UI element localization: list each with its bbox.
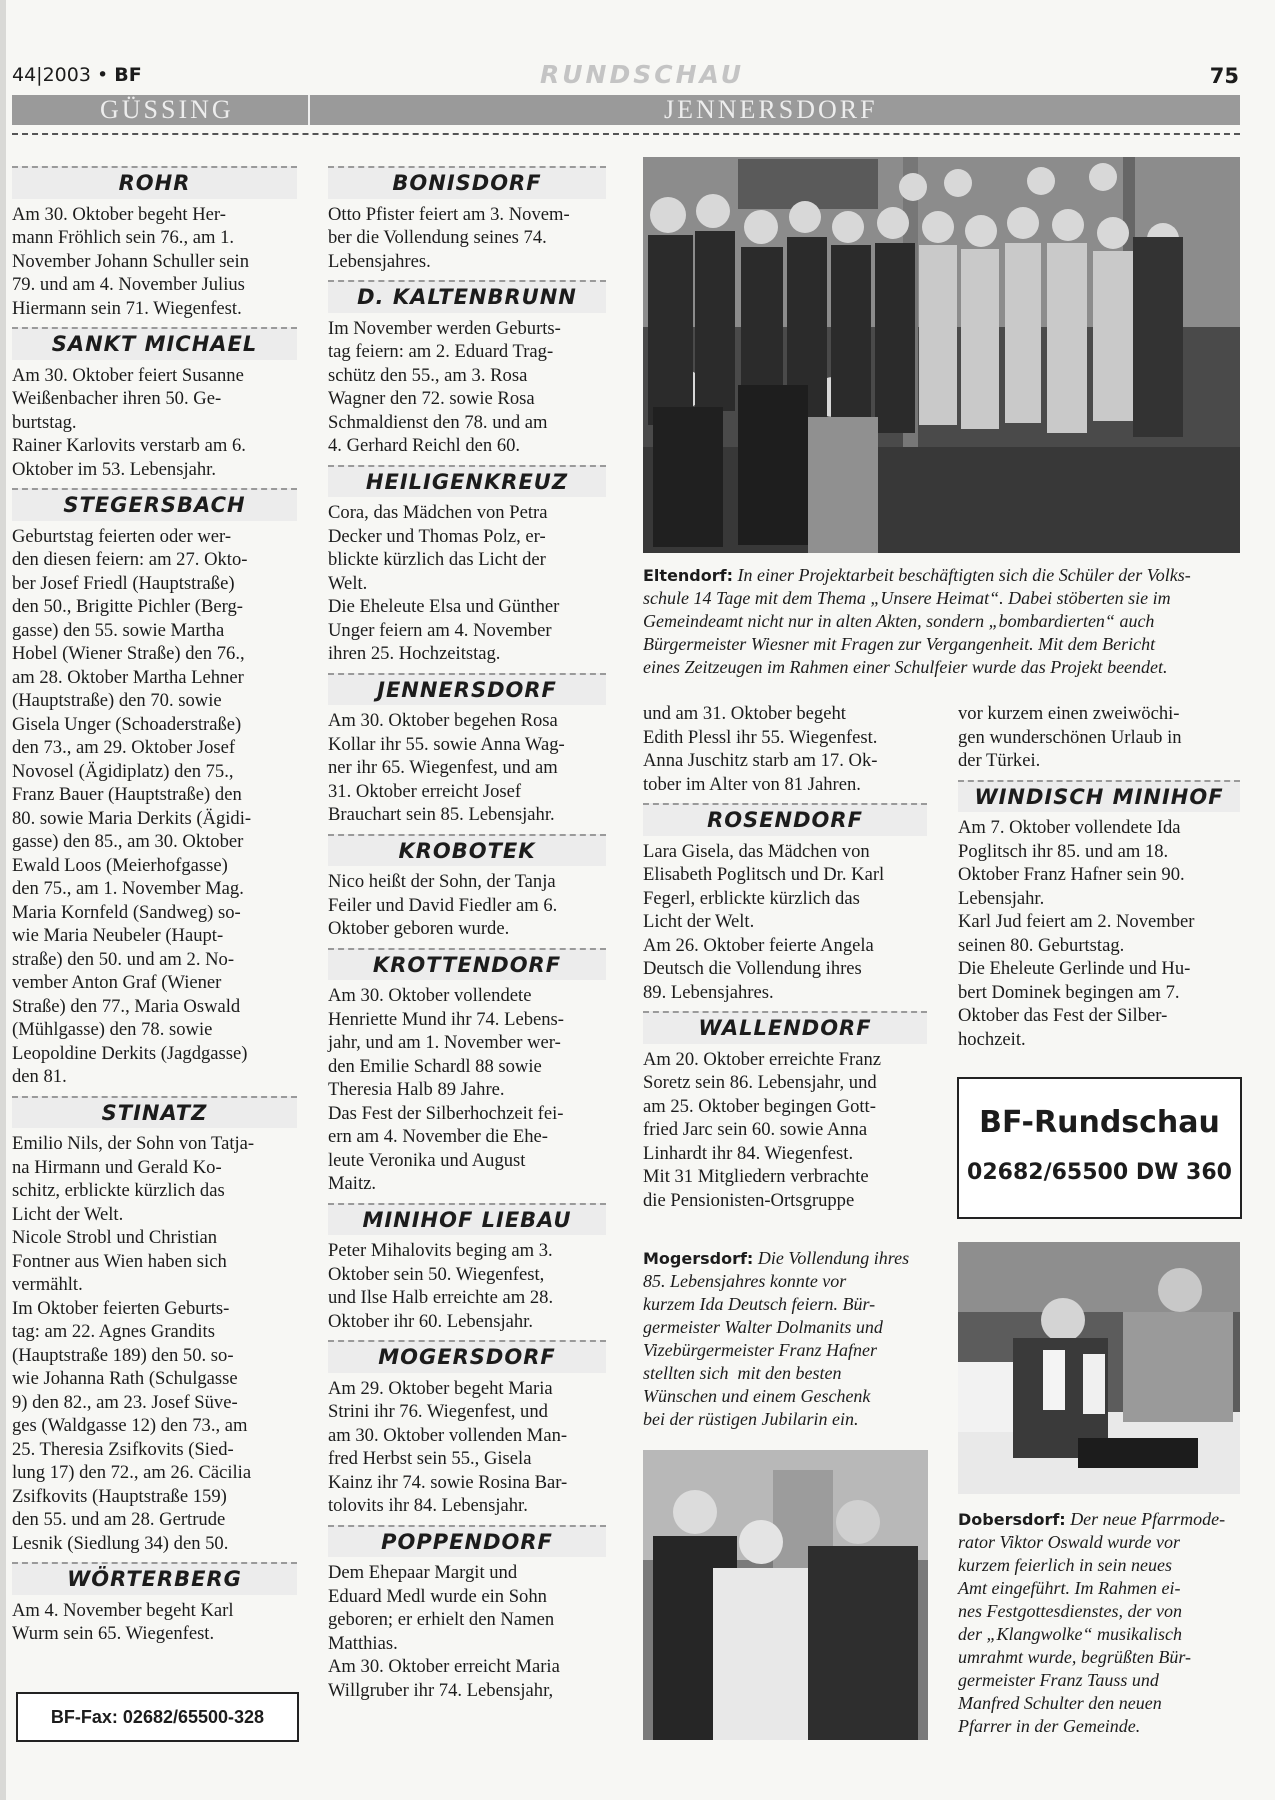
section-text: Am 30. Oktober begeht Her- mann Fröhlich sein 76., am 1. November Johann Schuller sein 79. und am 4. November Julius Hiermann sein 71. Wiegenfest. xyxy=(12,203,250,319)
section-rosendorf xyxy=(643,803,927,1004)
section-jennersdorf xyxy=(328,673,606,827)
mogersdorf-caption xyxy=(643,1247,933,1431)
ad-title: BF-Rundschau xyxy=(979,1105,1220,1140)
page-number: 75 xyxy=(1209,64,1239,88)
ad-phone: 02682/65500 DW 360 xyxy=(967,1160,1232,1185)
section-heading: STEGERSBACH xyxy=(12,488,297,521)
section-heading: BONISDORF xyxy=(328,166,606,199)
caption-text: Der neue Pfarrmode- xyxy=(1070,1509,1226,1529)
caption-text: In einer Projektarbeit beschäftigten sich die Schüler der Volks- xyxy=(737,565,1191,585)
section-stegersbach xyxy=(12,488,297,1089)
section-text: Am 30. Oktober feiert Susanne Weißenbacher ihren 50. Ge- burtstag. Rainer Karlovits verstarb am 6. Oktober im 53. Lebensjahr. xyxy=(12,364,246,480)
dobersdorf-photo xyxy=(958,1242,1240,1494)
section-windisch-minihof xyxy=(958,780,1240,1052)
section-heiligenkreuz xyxy=(328,465,606,666)
section-krobotek xyxy=(328,834,606,941)
section-kaltenbrunn xyxy=(328,280,606,458)
column-2 xyxy=(328,166,606,1702)
section-heading: WALLENDORF xyxy=(643,1011,927,1044)
section-text: Emilio Nils, der Sohn von Tatja- na Hirmann und Gerald Ko- schitz, erblickte kürzlich das Licht der Welt. Nicole Strobl und Christian Fontner aus Wien haben sich vermählt. Im Oktober feierten Geburts- tag: am 22. Agnes Grandits (Hauptstraße 189) den 50. so- wie Johanna Rath (Schulgasse 9) den 82., am 23. Josef Süve- ges (Waldgasse 12) den 73., am 25. Theresia Zsifkovits (Sied- lung 17) den 72., am 26. Cäcilia Zsifkovits (Hauptstraße 159) den 55. und am 28. Gertrude Lesnik (Siedlung 34) den 50. xyxy=(12,1133,255,1554)
issue-label: 44|2003 • BF xyxy=(12,64,142,86)
section-rohr xyxy=(12,166,297,320)
section-text: Am 7. Oktober vollendete Ida Poglitsch ihr 85. und am 18. Oktober Franz Hafner sein 90. Lebensjahr. Karl Jud feiert am 2. November seinen 80. Geburtstag. Die Eheleute Gerlinde und Hu- bert Dominek begingen am 7. Oktober das Fest der Silber- hochzeit. xyxy=(958,817,1195,1050)
column-3 xyxy=(643,702,927,1212)
mogersdorf-photo xyxy=(643,1450,928,1740)
section-text: Lara Gisela, das Mädchen von Elisabeth Poglitsch und Dr. Karl Fegerl, erblickte kürzlich das Licht der Welt. Am 26. Oktober feierte Angela Deutsch die Vollendung ihres 89. Lebensjahres. xyxy=(643,840,885,1003)
continued-text: vor kurzem einen zweiwöchi- gen wunderschönen Urlaub in der Türkei. xyxy=(958,703,1182,771)
section-heading: WINDISCH MINIHOF xyxy=(958,780,1240,813)
section-heading: JENNERSDORF xyxy=(328,673,606,706)
section-heading: ROHR xyxy=(12,166,297,199)
eltendorf-caption xyxy=(643,564,1243,679)
column-1 xyxy=(12,166,297,1646)
banner-jennersdorf: JENNERSDORF xyxy=(664,95,878,124)
section-poppendorf xyxy=(328,1525,606,1703)
section-text: Am 29. Oktober begeht Maria Strini ihr 76. Wiegenfest, und am 30. Oktober vollenden Man- fred Herbst sein 55., Gisela Kainz ihr 74. sowie Rosina Bar- tolovits ihr 84. Lebensjahr. xyxy=(328,1377,568,1516)
section-text: Dem Ehepaar Margit und Eduard Medl wurde ein Sohn geboren; er erhielt den Namen Matthias. Am 30. Oktober erreicht Maria Willgruber ihr 74. Lebensjahr, xyxy=(328,1562,560,1701)
section-krottendorf xyxy=(328,948,606,1196)
section-text: Cora, das Mädchen von Petra Decker und Thomas Polz, er- blickte kürzlich das Licht der Welt. Die Eheleute Elsa und Günther Unger feiern am 4. November ihren 25. Hochzeitstag. xyxy=(328,502,560,664)
section-text: Otto Pfister feiert am 3. Novem- ber die Vollendung seines 74. Lebensjahres. xyxy=(328,203,570,272)
section-heading: MINIHOF LIEBAU xyxy=(328,1203,606,1236)
section-minihof-liebau xyxy=(328,1203,606,1334)
section-title: RUNDSCHAU xyxy=(540,60,745,89)
section-stinatz xyxy=(12,1096,297,1556)
section-text: Am 30. Oktober vollendete Henriette Mund ihr 74. Lebens- jahr, und am 1. November wer- den Emilie Schardl 88 sowie Theresia Halb 89 Jahre. Das Fest der Silberhochzeit fei- ern am 4. November die Ehe- leute Veronika und August Maitz. xyxy=(328,985,564,1194)
continued-text: und am 31. Oktober begeht Edith Plessl ihr 55. Wiegenfest. Anna Juschitz starb am 17. Ok- tober im Alter von 81 Jahren. xyxy=(643,703,878,795)
section-text: Am 30. Oktober begehen Rosa Kollar ihr 55. sowie Anna Wag- ner ihr 65. Wiegenfest, und am 31. Oktober erreicht Josef Brauchart sein 85. Lebensjahr. xyxy=(328,710,565,825)
section-mogersdorf xyxy=(328,1340,606,1518)
section-sankt-michael xyxy=(12,327,297,481)
section-text: Peter Mihalovits beging am 3. Oktober sein 50. Wiegenfest, und Ilse Halb erreichte am 28. Oktober ihr 60. Lebensjahr. xyxy=(328,1240,554,1332)
caption-place: Dobersdorf: xyxy=(958,1510,1066,1529)
section-text: Im November werden Geburts- tag feiern: am 2. Eduard Trag- schütz den 55., am 3. Rosa Wagner den 72. sowie Rosa Schmaldienst den 78. und am 4. Gerhard Reichl den 60. xyxy=(328,317,561,456)
banner-guessing: GÜSSING xyxy=(100,95,234,124)
section-heading: ROSENDORF xyxy=(643,803,927,836)
region-banner xyxy=(12,95,1240,125)
section-text: Geburtstag feierten oder wer- den diesen feiern: am 27. Okto- ber Josef Friedl (Hauptstraße) den 50., Brigitte Pichler (Berg- gasse) den 55. sowie Martha Hobel (Wiener Straße) den 76., am 28. Oktober Martha Lehner (Hauptstraße) den 70. sowie Gisela Unger (Schoaderstraße) den 73., am 29. Oktober Josef Novosel (Ägidiplatz) den 75., Franz Bauer (Hauptstraße) den 80. sowie Maria Derkits (Ägidi- gasse) den 85., am 30. Oktober Ewald Loos (Meierhofgasse) den 75., am 1. November Mag. Maria Kornfeld (Sandweg) so- wie Maria Neubeler (Haupt- straße) den 50. und am 2. No- vember Anton Graf (Wiener Straße) den 77., Maria Oswald (Mühlgasse) den 78. sowie Leopoldine Derkits (Jagdgasse) den 81. xyxy=(12,525,252,1087)
caption-text-rest: rator Viktor Oswald wurde vor kurzem feierlich in sein neues Amt eingeführt. Im Rahmen ei- nes Festgottesdienstes, der von der „Klangwolke“ musikalisch umrahmt wurde, begrüßten Bür- germeister Franz Tauss und Manfred Schulter den neuen Pfarrer in der Gemeinde. xyxy=(958,1532,1191,1736)
section-heading: HEILIGENKREUZ xyxy=(328,465,606,498)
dobersdorf-caption xyxy=(958,1508,1248,1738)
fax-box: BF-Fax: 02682/65500-328 xyxy=(16,1692,299,1742)
scan-edge xyxy=(0,0,6,1800)
caption-text: Die Vollendung ihres xyxy=(757,1248,910,1268)
section-heading: WÖRTERBERG xyxy=(12,1562,297,1595)
section-text: Am 20. Oktober erreichte Franz Soretz sein 86. Lebensjahr, und am 25. Oktober begingen Gott- fried Jarc sein 60. sowie Anna Linhardt ihr 84. Wiegenfest. Mit 31 Mitgliedern verbrachte die Pensionisten-Ortsgruppe xyxy=(643,1048,882,1211)
section-heading: MOGERSDORF xyxy=(328,1340,606,1373)
bf-rundschau-box xyxy=(957,1077,1242,1219)
section-heading: POPPENDORF xyxy=(328,1525,606,1558)
caption-place: Eltendorf: xyxy=(643,566,733,585)
caption-text-rest: schule 14 Tage mit dem Thema „Unsere Heimat“. Dabei stöberten sie im Gemeindeamt nicht nur in alten Akten, sondern „bombardierten“ auch Bürgermeister Wiesner mit Fragen zur Vergangenheit. Mit dem Bericht eines Zeitzeugen im Rahmen einer Schulfeier wurde das Projekt beendet. xyxy=(643,588,1171,677)
banner-divider xyxy=(308,95,310,125)
header-dashed-rule xyxy=(12,133,1240,135)
section-heading: KROBOTEK xyxy=(328,834,606,867)
eltendorf-photo xyxy=(643,157,1240,553)
section-heading: KROTTENDORF xyxy=(328,948,606,981)
section-heading: STINATZ xyxy=(12,1096,297,1129)
section-heading: D. KALTENBRUNN xyxy=(328,280,606,313)
section-text: Am 4. November begeht Karl Wurm sein 65. Wiegenfest. xyxy=(12,1599,234,1644)
column-4 xyxy=(958,702,1240,1051)
section-wallendorf xyxy=(643,1011,927,1212)
section-bonisdorf xyxy=(328,166,606,273)
section-heading: SANKT MICHAEL xyxy=(12,327,297,360)
caption-place: Mogersdorf: xyxy=(643,1249,754,1268)
section-woerterberg xyxy=(12,1562,297,1646)
section-text: Nico heißt der Sohn, der Tanja Feiler und David Fiedler am 6. Oktober geboren wurde. xyxy=(328,871,558,939)
caption-text-rest: 85. Lebensjahres konnte vor kurzem Ida Deutsch feiern. Bür- germeister Walter Dolmanits und Vizebürgermeister Franz Hafner stellten sich mit den besten Wünschen und einem Geschenk bei der rüstigen Jubilarin ein. xyxy=(643,1271,883,1429)
